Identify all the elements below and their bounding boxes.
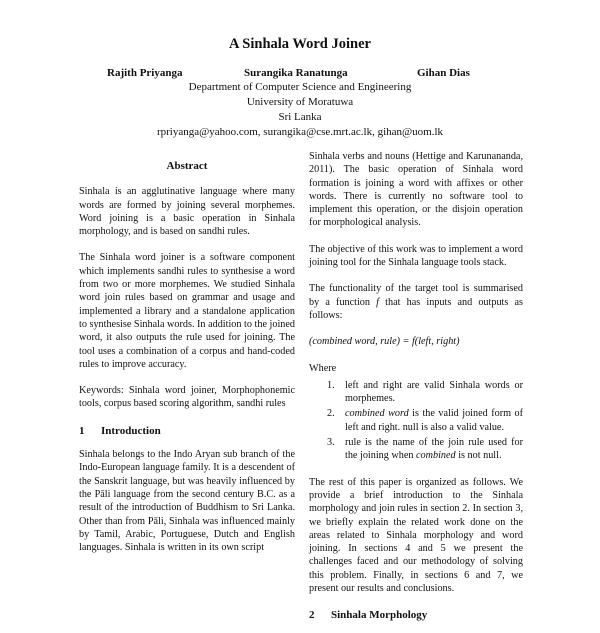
function-symbol: f [376,296,380,308]
section-heading [79,425,295,438]
body-paragraph: Sinhala belongs to the Indo Aryan sub branch of the Indo-European language family. It is a descendent of the Sanskrit language, but was heavily influenced by the Pāli language from the second century B.C. as a result of the introduction of Buddhism to Sri Lanka. Other than from Pāli, Sinhala was influenced mainly by Tamil, Arabic, Portuguese, Dutch and English languages. Sinhala is written in its own script [79,449,295,554]
right-column [309,150,523,633]
text-run: that has inputs and outputs as follows: [309,296,523,321]
emphasis-text: combined [416,450,456,462]
department-line: Department of Computer Science and Engineering [188,81,412,93]
section-title: Sinhala Morphology [331,609,428,622]
body-paragraph: The objective of this work was to implement a word joining tool for the Sinhala language tools stack. [309,243,523,269]
affiliation-block [0,80,600,140]
university-line: University of Moratuwa [246,96,354,108]
list-number: 3. [327,437,335,449]
list-item [309,379,523,406]
text-run: The functionality of the target tool is summarised by a function [309,283,523,308]
author-list [0,67,600,81]
list-number: 2. [327,408,335,420]
author-name: Rajith Priyanga [107,67,183,79]
keywords-paragraph: Keywords: Sinhala word joiner, Morphophonemic tools, corpus based scoring algorithm, sandhi rules [79,385,295,410]
text-run: is the valid joined form of left and right. null is also a valid value. [345,408,523,433]
text-run: left and right are valid Sinhala words or morphemes. [345,379,523,405]
section-title: Introduction [101,424,161,437]
section-number: 2 [309,609,315,622]
abstract-paragraph: The Sinhala word joiner is a software component which implements sandhi rules to synthesise a word from two or more morphemes. We studied Sinhala word join rules based on grammar and usage and implemented a library and a standalone application to synthesise Sinhala words. In addition to the joined word, it also outputs the rule used for joining. The tool uses a combination of a corpus and hand-coded rules to improve accuracy. [79,252,295,370]
text-run: rule is the name of the join rule used for the joining when [345,437,523,462]
emphasis-text: combined word [345,408,409,420]
text-run: is not null. [455,450,502,462]
list-item [309,407,523,434]
paper-title: A Sinhala Word Joiner [229,36,371,52]
section-heading [309,609,523,622]
formula: (combined word, rule) = f(left, right) [309,336,460,348]
country-line: Sri Lanka [278,111,322,123]
body-paragraph [309,282,523,322]
abstract-heading: Abstract [166,160,208,172]
left-column [79,150,295,554]
list-item [309,436,523,463]
where-label: Where [309,362,337,374]
author-name: Surangika Ranatunga [244,67,348,79]
section-number: 1 [79,424,85,437]
email-line: rpriyanga@yahoo.com, surangika@cse.mrt.ac.lk, gihan@uom.lk [156,126,444,138]
body-paragraph: Sinhala verbs and nouns (Hettige and Karunananda, 2011). The basic operation of Sinhala word formation is joining a word with affixes or other words. There is currently no software tool to implement this operation, or the disjoin operation for morphological analysis. [309,151,523,229]
body-paragraph: The rest of this paper is organized as follows. We provide a brief introduction to the Sinhala morphology and join rules in section 2. In section 3, we briefly explain the related work done on the areas related to Sinhala morphology and word joining. In sections 4 and 5 we present the challenges faced and our methodology of solving this problem. Finally, in sections 6 and 7, we present our results and conclusions. [309,476,523,595]
abstract-paragraph: Sinhala is an agglutinative language where many words are formed by joining several morphemes. Word joining is a basic operation in Sinhala morphology, and is based on sandhi rules. [79,186,295,238]
list-number: 1. [327,379,335,391]
author-name: Gihan Dias [417,67,470,79]
definition-list [309,379,523,463]
